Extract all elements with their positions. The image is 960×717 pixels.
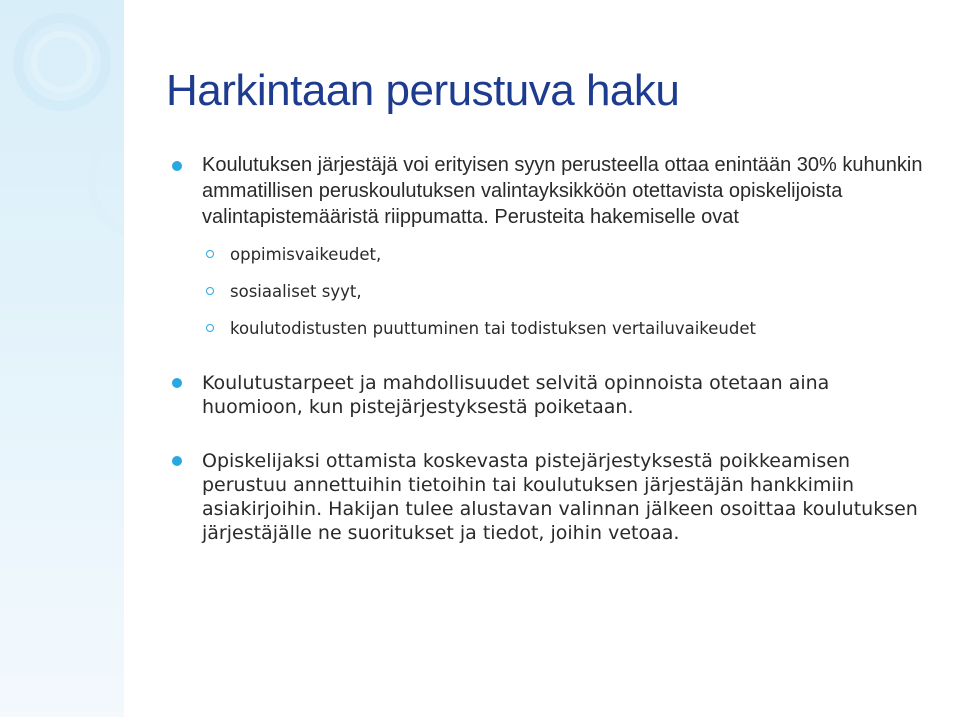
sub-bullet-item — [166, 281, 936, 303]
bullet-dot-icon — [172, 161, 182, 171]
left-decorative-strip — [0, 0, 124, 717]
sub-bullet-item — [166, 244, 936, 266]
ring-bullet-icon — [206, 250, 214, 258]
ring-bullet-icon — [206, 324, 214, 332]
bullet-text: Opiskelijaksi ottamista koskevasta pistejärjestyksestä poikkeamisen perustuu annettuihin tietoihin tai koulutuksen järjestäjän hankkimiin asiakirjoihin. Hakijan tulee alustavan valinnan jälkeen osoittaa koulutuksen järjestäjälle ne suoritukset ja tiedot, joihin vetoaa. — [202, 450, 918, 544]
sub-bullet-text: sosiaaliset syyt, — [230, 282, 362, 301]
bullet-item — [166, 152, 936, 230]
ring-bullet-icon — [206, 287, 214, 295]
bullet-item — [166, 371, 936, 419]
slide-title: Harkintaan perustuva haku — [166, 66, 680, 115]
sub-bullet-text: oppimisvaikeudet, — [230, 245, 382, 264]
slide-body — [166, 152, 936, 545]
sub-bullet-item — [166, 318, 936, 340]
bullet-dot-icon — [172, 378, 182, 388]
sub-bullet-text: koulutodistusten puuttuminen tai todistuksen vertailuvaikeudet — [230, 319, 756, 338]
bullet-text: Koulutuksen järjestäjä voi erityisen syyn perusteella ottaa enintään 30% kuhunkin ammatillisen peruskoulutuksen valintayksikköön otettavista opiskelijoista valintapistemääristä riippumatta. Perusteita hakemiselle ovat — [202, 154, 923, 228]
bullet-dot-icon — [172, 456, 182, 466]
bullet-text: Koulutustarpeet ja mahdollisuudet selvitä opinnoista otetaan aina huomioon, kun pistejärjestyksestä poiketaan. — [202, 372, 830, 418]
bullet-item — [166, 449, 936, 545]
